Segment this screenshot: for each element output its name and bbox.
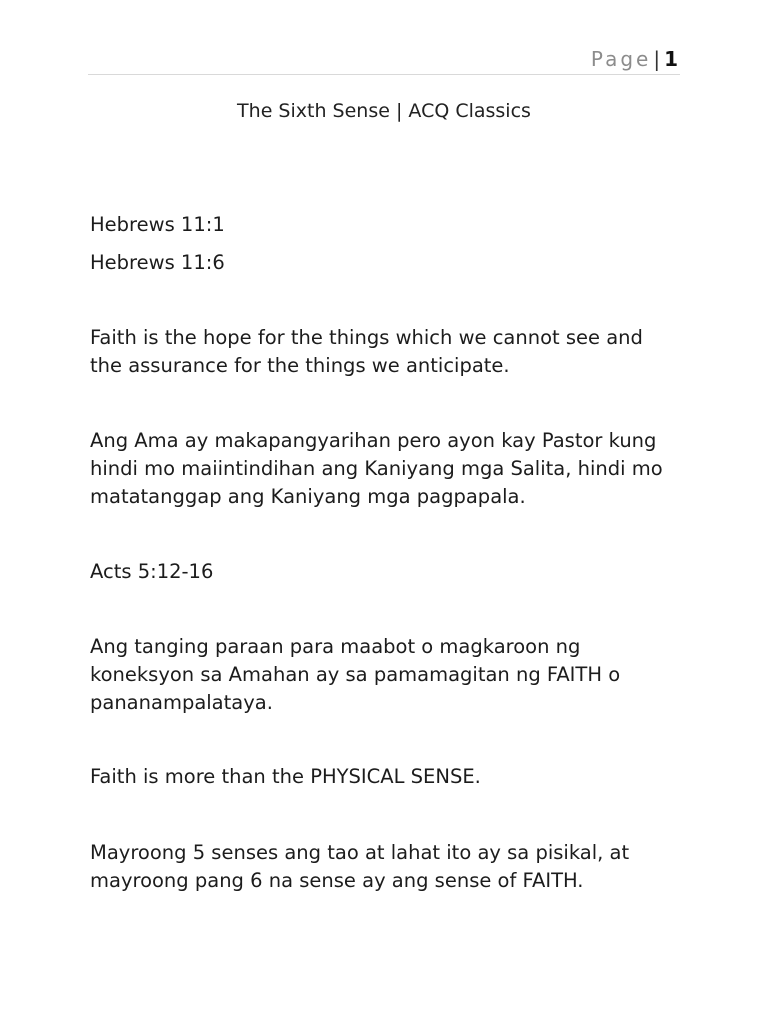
paragraph: Faith is the hope for the things which we cannot see and the assurance for the things we anticipate.: [90, 326, 643, 377]
paragraph: Ang Ama ay makapangyarihan pero ayon kay Pastor kung hindi mo maiintindihan ang Kaniyang mga Salita, hindi mo matatanggap ang Kaniyang mga pagpapala.: [90, 429, 663, 508]
page-separator: |: [653, 47, 661, 71]
paragraph: Faith is more than the PHYSICAL SENSE.: [90, 765, 481, 788]
paragraph: Mayroong 5 senses ang tao at lahat ito ay sa pisikal, at mayroong pang 6 na sense ay ang sense of FAITH.: [90, 841, 630, 892]
paragraph: Ang tanging paraan para maabot o magkaroon ng koneksyon sa Amahan ay sa pamamagitan ng FAITH o pananampalataya.: [90, 635, 621, 714]
document-title: The Sixth Sense | ACQ Classics: [237, 100, 531, 122]
page-word: Page: [590, 47, 652, 71]
scripture-reference: Acts 5:12-16: [90, 560, 214, 583]
page-number-label: [591, 47, 678, 71]
scripture-reference: Hebrews 11:6: [90, 251, 225, 274]
page-number: 1: [664, 47, 678, 71]
page-header: [88, 44, 680, 75]
scripture-reference: Hebrews 11:1: [90, 213, 225, 236]
